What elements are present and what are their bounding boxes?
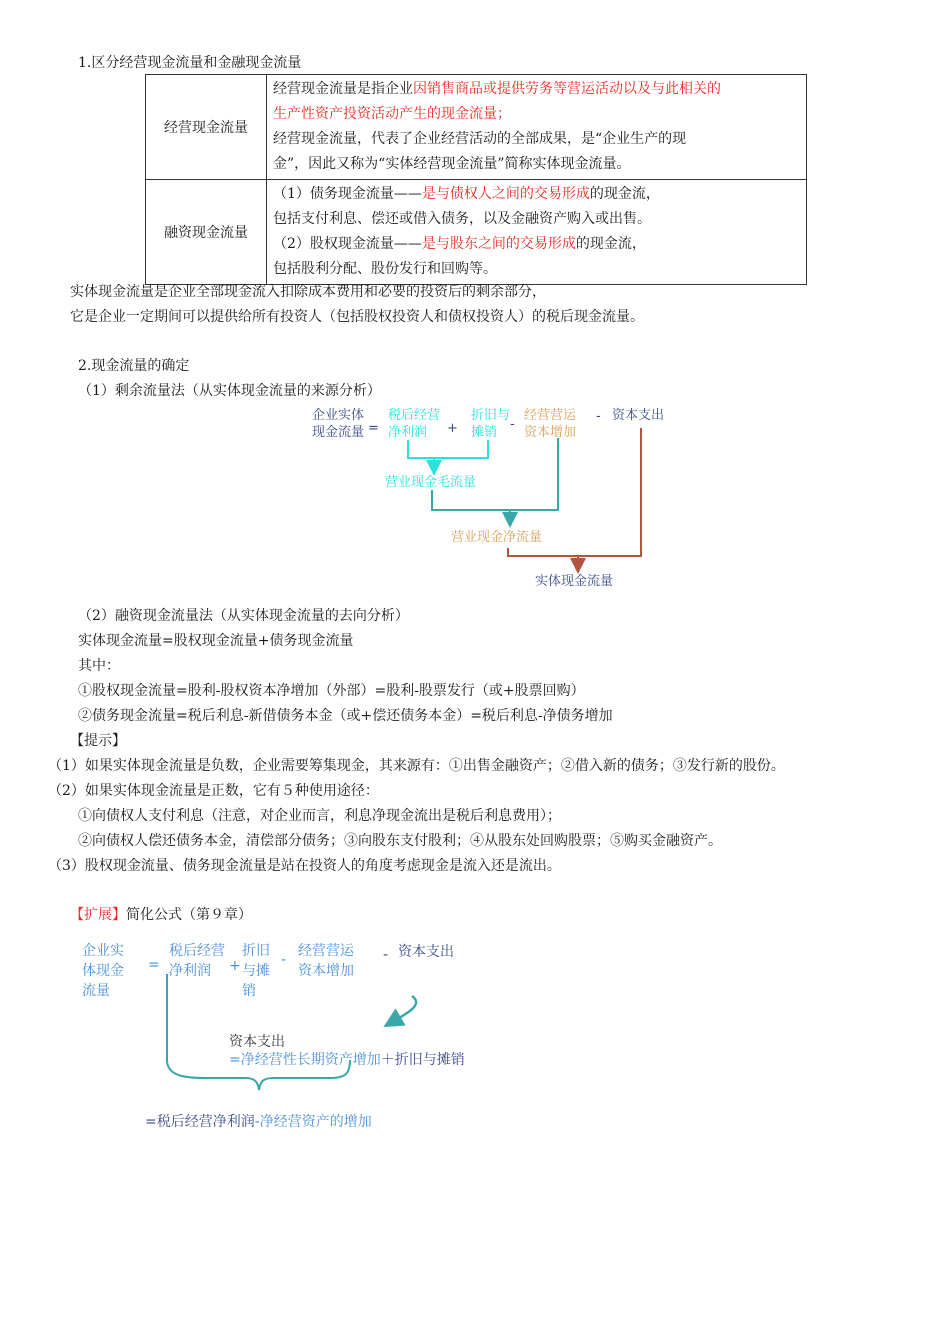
minus-sign: - xyxy=(510,417,515,432)
method1-heading: （1）剩余流量法（从实体现金流量的来源分析） xyxy=(78,383,381,399)
diagram1-gross-flow: 营业现金毛流量 xyxy=(385,475,477,490)
highlight-text: 是与债权人之间的交易形成 xyxy=(421,186,590,202)
plus-sign: + xyxy=(229,958,241,974)
note-line: 实体现金流量是企业全部现金流入扣除成本费用和必要的投资后的剩余部分， xyxy=(70,284,546,300)
text-segment: 经营现金流量是指企业 xyxy=(273,81,413,97)
tip-subitem: ①向债权人支付利息（注意，对企业而言，利息净现金流出是税后利息费用）； xyxy=(78,808,561,824)
equals-sign: = xyxy=(368,421,379,436)
diagram1-entity-cashflow: 企业实体 现金流量 xyxy=(312,408,365,440)
text-line: 金”，因此又称为“实体经营现金流量”简称实体现金流量。 xyxy=(273,156,631,172)
capex-definition-formula: =净经营性长期资产增加＋折旧与摊销 xyxy=(229,1052,465,1068)
diagram1-result: 实体现金流量 xyxy=(535,574,614,589)
diagram1-depreciation: 折旧与 摊销 xyxy=(471,408,511,440)
diagram1-net-flow: 营业现金净流量 xyxy=(451,530,543,545)
extension-tag: 【扩展】 xyxy=(70,907,126,923)
diagram2-capex: 资本支出 xyxy=(398,944,454,960)
method2-heading: （2）融资现金流量法（从实体现金流量的去向分析） xyxy=(78,608,409,624)
text-line: 包括股利分配、股份发行和回购等。 xyxy=(273,261,497,277)
diagram2-net-profit: 税后经营 净利润 xyxy=(169,943,225,979)
text-segment: （2）股权现金流量—— xyxy=(273,236,422,252)
note-line: 它是企业一定期间可以提供给所有投资人（包括股权投资人和债权投资人）的税后现金流量。 xyxy=(70,309,644,325)
text-line: 包括支付利息、偿还或借入债务，以及金融资产购入或出售。 xyxy=(273,211,651,227)
diagram2-depreciation: 折旧 与摊 销 xyxy=(242,943,270,999)
minus-sign: - xyxy=(383,947,389,963)
section2-title: 2.现金流量的确定 xyxy=(78,358,190,374)
highlight-text: 生产性资产投资活动产生的现金流量； xyxy=(273,106,511,122)
diagram2-working-capital: 经营营运 资本增加 xyxy=(298,943,354,979)
text-segment: 的现金流， xyxy=(575,236,646,252)
equals-sign: = xyxy=(148,957,160,973)
among-label: 其中： xyxy=(78,658,120,674)
tips-title: 【提示】 xyxy=(70,733,126,749)
diagram2-result: =税后经营净利润-净经营资产的增加 xyxy=(145,1114,372,1130)
formula-item: ①股权现金流量=股利-股权资本净增加（外部）=股利-股票发行（或+股票回购） xyxy=(78,683,585,699)
capex-definition-label: 资本支出 xyxy=(229,1034,285,1050)
tip-item: （2）如果实体现金流量是正数，它有５种使用途径： xyxy=(48,783,379,799)
diagram1-working-capital: 经营营运 资本增加 xyxy=(524,408,577,440)
plus-sign: + xyxy=(447,421,458,436)
diagram1-net-profit: 税后经营 净利润 xyxy=(388,408,441,440)
formula-line: 实体现金流量=股权现金流量+债务现金流量 xyxy=(78,633,354,649)
row-label-financing: 融资现金流量 xyxy=(146,180,267,285)
highlight-text: 因销售商品或提供劳务等营运活动以及与此相关的 xyxy=(413,81,721,97)
highlight-text: 是与股东之间的交易形成 xyxy=(421,236,576,252)
minus-sign: - xyxy=(281,952,287,968)
text-segment: 的现金流， xyxy=(589,186,660,202)
text-segment: （1）债务现金流量—— xyxy=(273,186,422,202)
tip-item: （1）如果实体现金流量是负数，企业需要筹集现金，其来源有：①出售金融资产；②借入新的债务；③发行新的股份。 xyxy=(48,758,785,774)
row-label-operating: 经营现金流量 xyxy=(146,75,267,180)
section1-title: 1.区分经营现金流量和金融现金流量 xyxy=(78,55,302,71)
diagram2-entity-cashflow: 企业实 体现金 流量 xyxy=(82,943,124,999)
extension-heading xyxy=(70,904,252,924)
tip-item: （3）股权现金流量、债务现金流量是站在投资人的角度考虑现金是流入还是流出。 xyxy=(48,858,561,874)
formula-item: ②债务现金流量=税后利息-新借债务本金（或+偿还债务本金）=税后利息-净债务增加 xyxy=(78,708,613,724)
diagram1-capex: 资本支出 xyxy=(612,408,665,423)
tip-subitem: ②向债权人偿还债务本金，清偿部分债务；③向股东支付股利；④从股东处回购股票；⑤购买金融资产。 xyxy=(78,833,722,849)
extension-title: 简化公式（第９章） xyxy=(126,907,252,923)
text-line: 经营现金流量，代表了企业经营活动的全部成果，是“企业生产的现 xyxy=(273,131,687,147)
minus-sign: - xyxy=(596,409,601,424)
